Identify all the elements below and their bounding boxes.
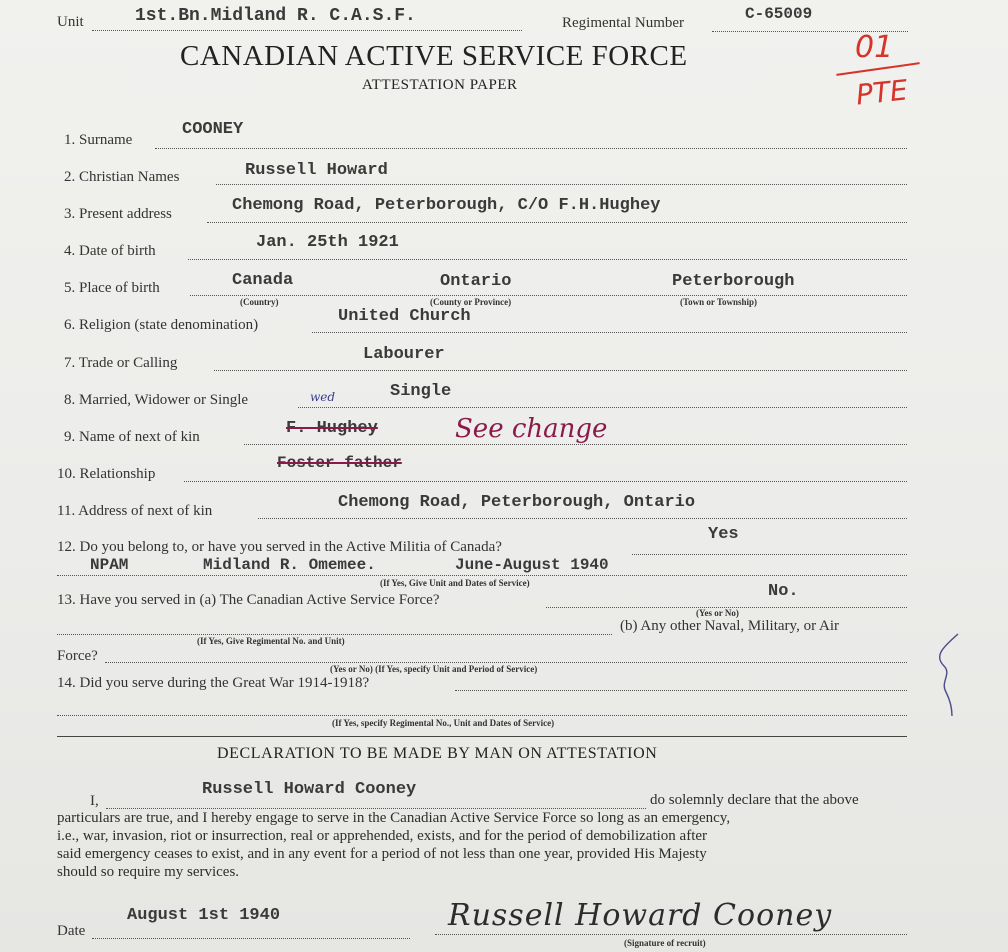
marital-note: wed xyxy=(310,390,336,404)
kin-address-label: 11. Address of next of kin xyxy=(57,503,213,519)
religion-label: 6. Religion (state denomination) xyxy=(64,317,259,333)
marital-status-label: 8. Married, Widower or Single xyxy=(64,392,249,408)
birth-province-value: Ontario xyxy=(440,272,512,291)
militia-caption: (If Yes, Give Unit and Dates of Service) xyxy=(380,578,530,588)
christian-names-label: 2. Christian Names xyxy=(64,169,180,185)
force-caption: (Yes or No) (If Yes, specify Unit and Period of Service) xyxy=(330,664,538,674)
militia-unit: Midland R. Omemee. xyxy=(203,556,376,574)
date-of-birth-label: 4. Date of birth xyxy=(64,243,156,259)
regimental-caption: (If Yes, Give Regimental No. and Unit) xyxy=(197,636,345,646)
present-address-value: Chemong Road, Peterborough, C/O F.H.Hughey xyxy=(232,196,661,215)
surname-value: COONEY xyxy=(182,120,244,139)
force-label: Force? xyxy=(57,648,98,664)
recruit-signature: Russell Howard Cooney xyxy=(448,898,833,933)
signature-caption: (Signature of recruit) xyxy=(624,938,706,948)
regimental-number-value: C-65009 xyxy=(745,5,813,23)
trade-value: Labourer xyxy=(363,345,445,364)
form-title: CANADIAN ACTIVE SERVICE FORCE xyxy=(180,40,688,72)
section-divider xyxy=(57,736,907,737)
relationship-label: 10. Relationship xyxy=(57,466,156,482)
date-label: Date xyxy=(57,923,86,939)
next-of-kin-label: 9. Name of next of kin xyxy=(64,429,200,445)
declaration-heading: DECLARATION TO BE MADE BY MAN ON ATTESTATION xyxy=(217,745,658,762)
militia-question: 12. Do you belong to, or have you served in the Active Militia of Canada? xyxy=(57,539,502,555)
regimental-number-label: Regimental Number xyxy=(562,15,685,31)
militia-answer: Yes xyxy=(708,525,739,544)
unit-value: 1st.Bn.Midland R. C.A.S.F. xyxy=(135,6,416,26)
town-caption: (Town or Township) xyxy=(680,297,758,307)
declaration-line-4: said emergency ceases to exist, and in any event for a period of not less than one year, provided His Majesty xyxy=(57,846,707,862)
relationship-value: Foster-father xyxy=(277,454,402,472)
date-of-birth-value: Jan. 25th 1921 xyxy=(256,233,399,252)
yes-no-caption: (Yes or No) xyxy=(696,608,739,618)
birth-town-value: Peterborough xyxy=(672,272,795,291)
christian-names-value: Russell Howard xyxy=(245,161,388,180)
declaration-line-3: i.e., war, invasion, riot or insurrection, real or apprehended, exists, and for the period of demobilization after xyxy=(57,828,708,844)
red-mark-number: 01 xyxy=(855,30,894,65)
place-of-birth-label: 5. Place of birth xyxy=(64,280,160,296)
declaration-line-1: do solemnly declare that the above xyxy=(650,792,859,808)
casf-question: 13. Have you served in (a) The Canadian Active Service Force? xyxy=(57,592,440,608)
great-war-question: 14. Did you serve during the Great War 1914-1918? xyxy=(57,675,370,691)
other-service-question: (b) Any other Naval, Military, or Air xyxy=(620,618,839,634)
militia-unit-code: NPAM xyxy=(90,556,129,574)
see-change-note: See change xyxy=(455,414,608,444)
great-war-caption: (If Yes, specify Regimental No., Unit and Dates of Service) xyxy=(332,718,555,728)
unit-label: Unit xyxy=(57,14,84,30)
red-mark-rank: PTE xyxy=(854,73,910,112)
declarant-name: Russell Howard Cooney xyxy=(202,780,417,799)
declaration-line-5: should so require my services. xyxy=(57,864,240,880)
casf-answer: No. xyxy=(768,582,799,601)
birth-country-value: Canada xyxy=(232,271,294,290)
province-caption: (County or Province) xyxy=(430,297,512,307)
militia-dates: June-August 1940 xyxy=(455,556,609,574)
country-caption: (Country) xyxy=(240,297,279,307)
next-of-kin-value: F. Hughey xyxy=(286,419,378,438)
form-subtitle: ATTESTATION PAPER xyxy=(362,77,518,93)
date-value: August 1st 1940 xyxy=(127,906,281,925)
declaration-i-label: I, xyxy=(90,793,99,809)
present-address-label: 3. Present address xyxy=(64,206,172,222)
trade-label: 7. Trade or Calling xyxy=(64,355,178,371)
religion-value: United Church xyxy=(338,307,471,326)
declaration-line-2: particulars are true, and I hereby engage to serve in the Canadian Active Service Force so long as an emergency, xyxy=(57,810,731,826)
surname-label: 1. Surname xyxy=(64,132,133,148)
marital-status-value: Single xyxy=(390,382,452,401)
margin-ink-mark xyxy=(930,630,970,720)
kin-address-value: Chemong Road, Peterborough, Ontario xyxy=(338,493,696,512)
